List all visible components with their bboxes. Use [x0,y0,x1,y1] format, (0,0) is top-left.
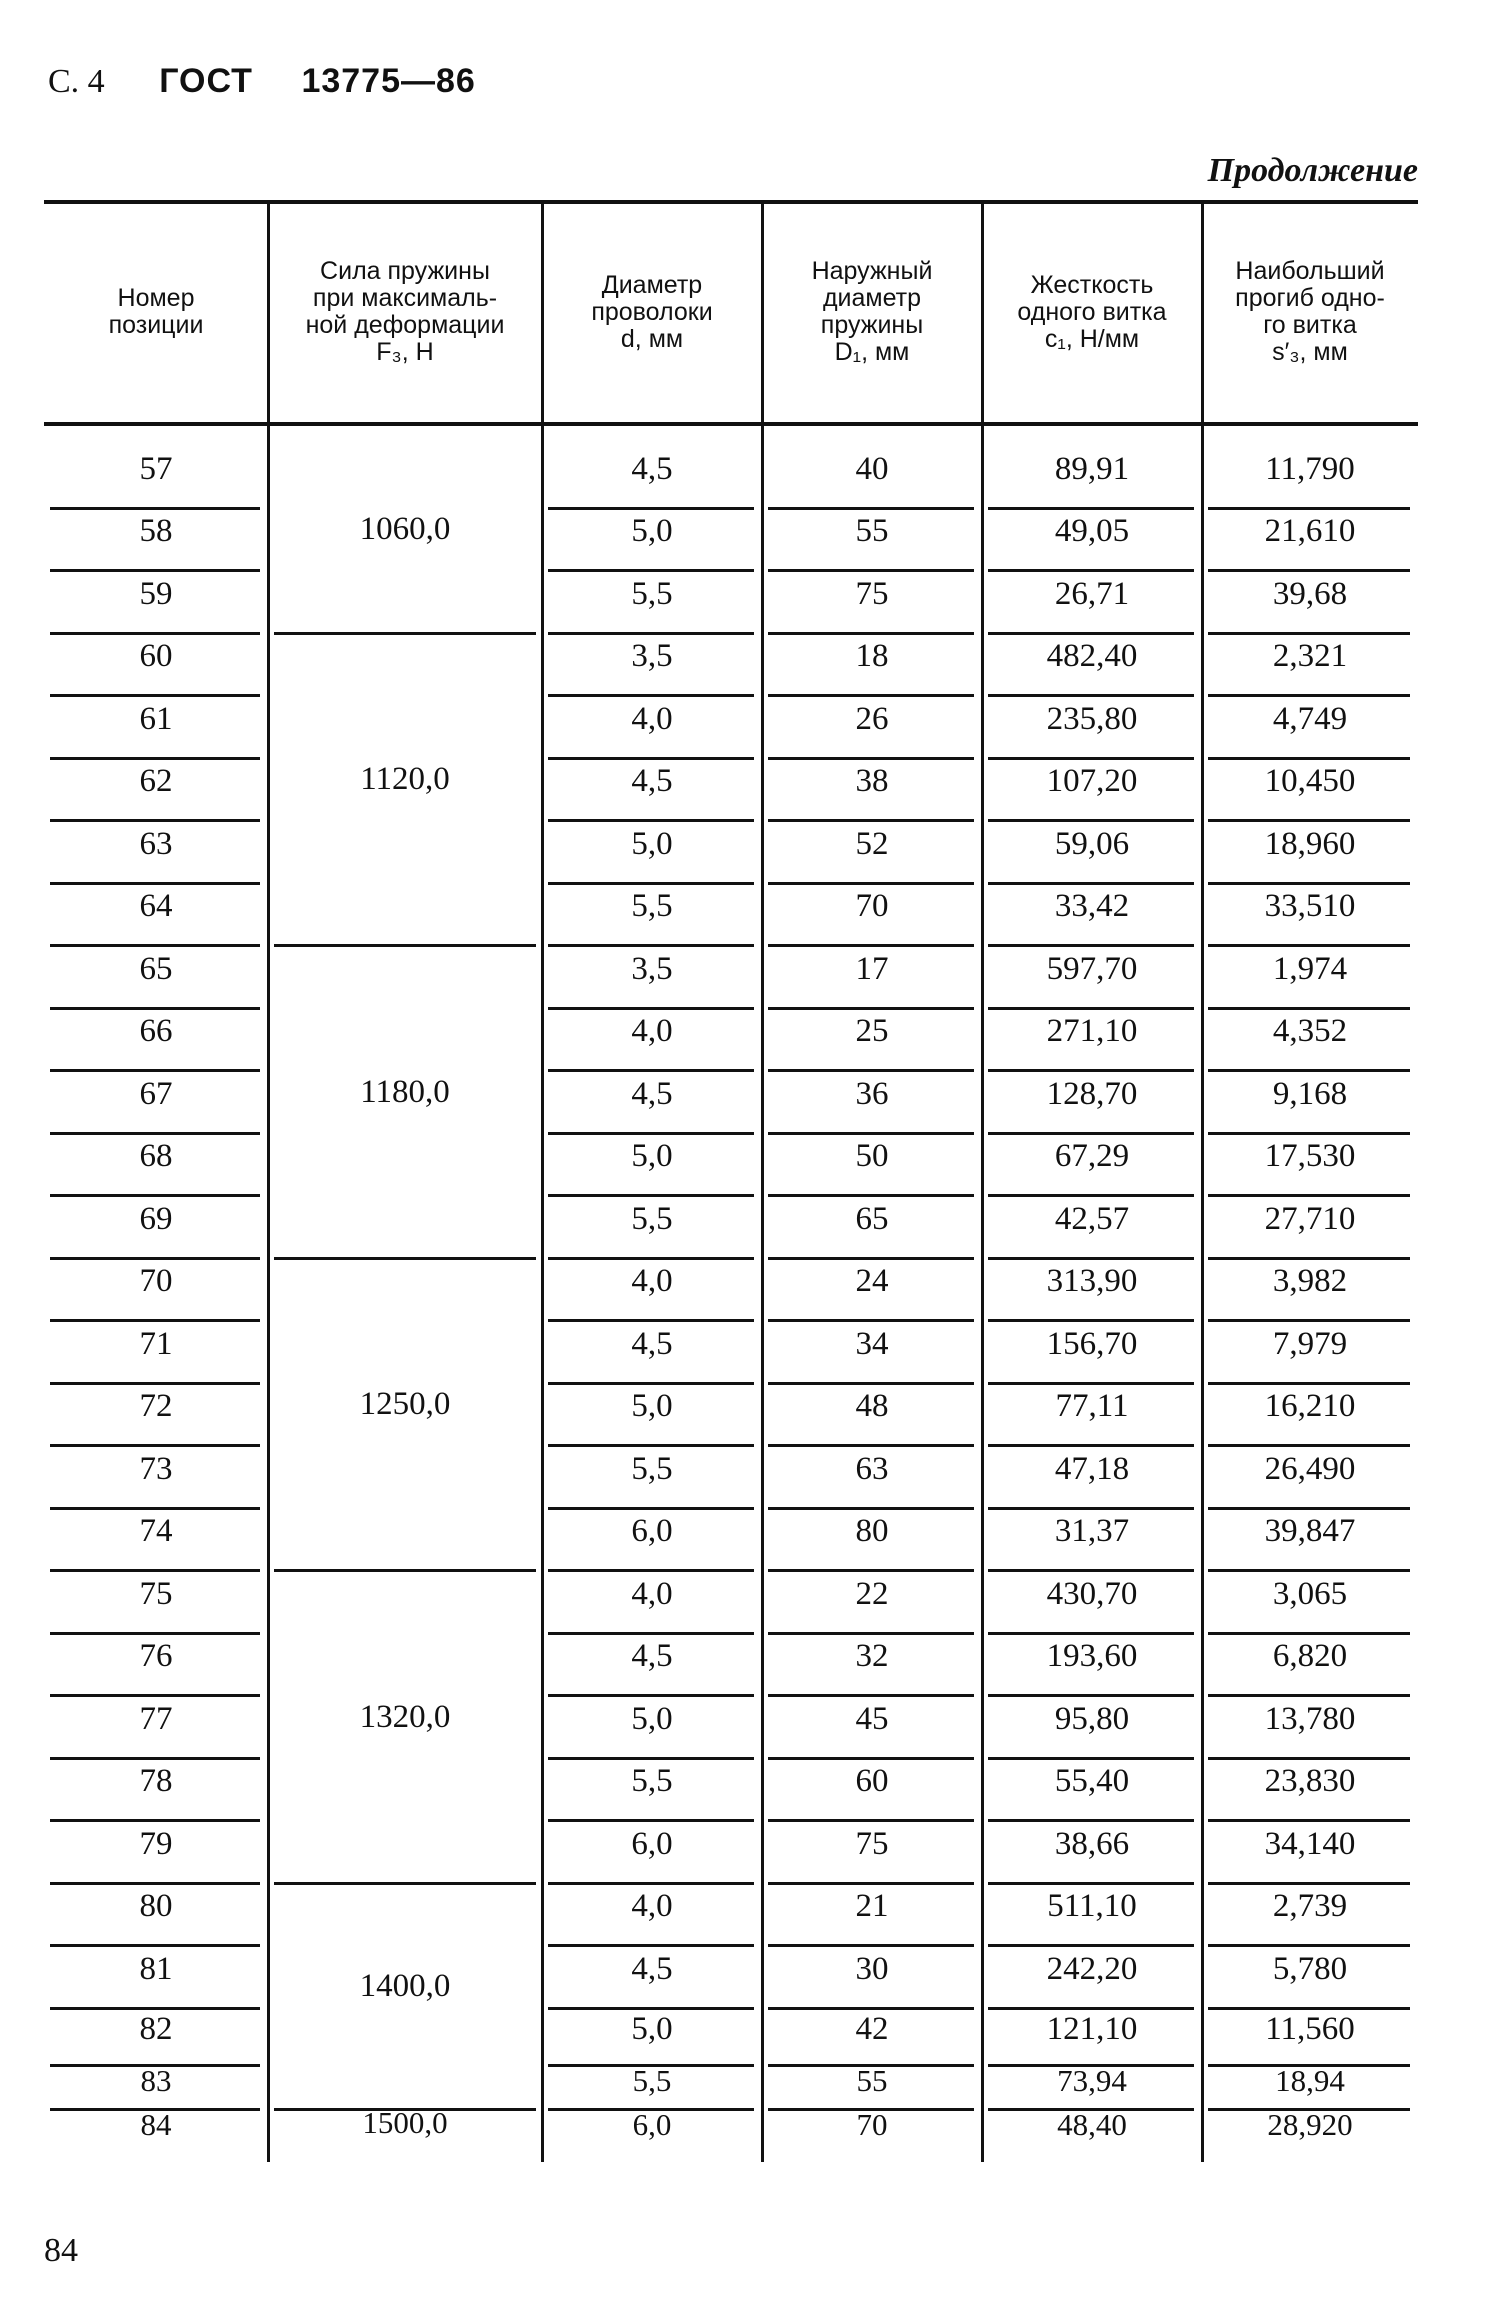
coil-deflection: 18,960 [1264,825,1356,862]
row-rule [50,2007,260,2010]
row-rule [1208,1132,1410,1135]
position-number: 72 [139,1388,173,1425]
position-number: 74 [139,1513,173,1550]
wire-diameter: 5,5 [631,888,673,925]
row-rule [548,1069,754,1072]
column-header: Сила пружины при максималь- ной деформации F₃, Н [305,257,505,366]
row-rule [548,1882,754,1885]
row-rule [988,2007,1194,2010]
outer-diameter: 17 [855,950,889,987]
coil-stiffness: 482,40 [1046,638,1138,675]
row-rule [548,1007,754,1010]
outer-diameter: 75 [855,575,889,612]
row-rule [548,1257,754,1260]
coil-deflection: 39,68 [1272,575,1348,612]
outer-diameter: 32 [855,1638,889,1675]
row-rule [50,1194,260,1197]
coil-stiffness: 511,10 [1047,1888,1137,1925]
coil-deflection: 13,780 [1264,1700,1356,1737]
row-rule [1208,632,1410,635]
row-rule [768,507,974,510]
row-rule [988,1819,1194,1822]
wire-diameter: 3,5 [631,950,673,987]
row-rule [50,569,260,572]
row-rule [768,944,974,947]
row-rule [50,1569,260,1572]
row-rule [768,1069,974,1072]
coil-deflection: 3,982 [1272,1263,1348,1300]
position-number: 70 [139,1263,173,1300]
coil-deflection: 28,920 [1267,2106,1353,2142]
row-rule [50,1819,260,1822]
wire-diameter: 5,5 [631,575,673,612]
position-number: 76 [139,1638,173,1675]
group-rule [274,944,536,947]
row-rule [548,1444,754,1447]
row-rule [1208,882,1410,885]
row-rule [50,632,260,635]
row-rule [988,757,1194,760]
row-rule [1208,1944,1410,1947]
position-number: 62 [139,763,173,800]
wire-diameter: 4,0 [631,1575,673,1612]
standard-name: ГОСТ [159,62,253,100]
coil-deflection: 17,530 [1264,1138,1356,1175]
wire-diameter: 5,5 [631,1763,673,1800]
coil-deflection: 11,790 [1265,450,1355,487]
position-number: 57 [139,450,173,487]
row-rule [768,632,974,635]
coil-deflection: 4,749 [1272,700,1348,737]
row-rule [768,1507,974,1510]
coil-deflection: 6,820 [1272,1638,1348,1675]
row-rule [988,1632,1194,1635]
coil-deflection: 21,610 [1264,513,1356,550]
position-number: 82 [139,2010,173,2047]
row-rule [768,1194,974,1197]
row-rule [50,1944,260,1947]
row-rule [988,1007,1194,1010]
coil-stiffness: 48,40 [1057,2106,1127,2142]
column-header: Наружный диаметр пружины D₁, мм [811,257,933,366]
wire-diameter: 5,5 [631,1450,673,1487]
coil-deflection: 23,830 [1264,1763,1356,1800]
row-rule [548,1132,754,1135]
group-rule [274,632,536,635]
coil-stiffness: 59,06 [1054,825,1130,862]
table-top-rule [44,200,1418,204]
wire-diameter: 5,0 [631,513,673,550]
coil-deflection: 11,560 [1265,2010,1355,2047]
position-number: 83 [140,2062,172,2098]
outer-diameter: 30 [855,1950,889,1987]
wire-diameter: 5,0 [631,2010,673,2047]
row-rule [50,882,260,885]
position-number: 80 [139,1888,173,1925]
row-rule [768,1444,974,1447]
continuation-label: Продолжение [1207,152,1418,189]
row-rule [768,1382,974,1385]
outer-diameter: 55 [855,513,889,550]
coil-stiffness: 597,70 [1046,950,1138,987]
coil-stiffness: 235,80 [1046,700,1138,737]
coil-stiffness: 26,71 [1054,575,1130,612]
row-rule [1208,1819,1410,1822]
row-rule [548,1194,754,1197]
row-rule [548,694,754,697]
row-rule [988,1757,1194,1760]
row-rule [988,632,1194,635]
wire-diameter: 4,0 [631,700,673,737]
standard-number: 13775—86 [301,62,476,100]
column-divider [541,200,544,2162]
position-number: 68 [139,1138,173,1175]
row-rule [988,944,1194,947]
outer-diameter: 63 [855,1450,889,1487]
wire-diameter: 4,5 [631,1075,673,1112]
column-header: Наибольший прогиб одно- го витка s′₃, мм [1235,257,1385,366]
row-rule [768,569,974,572]
row-rule [1208,1069,1410,1072]
row-rule [50,944,260,947]
row-rule [1208,944,1410,947]
outer-diameter: 21 [855,1888,889,1925]
row-rule [1208,1569,1410,1572]
row-rule [988,507,1194,510]
row-rule [50,1694,260,1697]
column-divider [981,200,984,2162]
row-rule [50,1757,260,1760]
coil-stiffness: 156,70 [1046,1325,1138,1362]
wire-diameter: 6,0 [631,1825,673,1862]
row-rule [988,1694,1194,1697]
row-rule [1208,1194,1410,1197]
row-rule [768,1257,974,1260]
row-rule [1208,819,1410,822]
column-header: Диаметр проволоки d, мм [591,270,713,353]
page-header [48,62,476,101]
row-rule [1208,1694,1410,1697]
row-rule [548,757,754,760]
wire-diameter: 4,0 [631,1263,673,1300]
spring-force-group: 1320,0 [359,1698,451,1735]
row-rule [50,1882,260,1885]
row-rule [768,1569,974,1572]
position-number: 71 [139,1325,173,1362]
position-number: 75 [139,1575,173,1612]
row-rule [50,1632,260,1635]
row-rule [1208,1757,1410,1760]
coil-deflection: 2,321 [1272,638,1348,675]
row-rule [1208,1632,1410,1635]
row-rule [548,1569,754,1572]
position-number: 81 [139,1950,173,1987]
row-rule [768,819,974,822]
coil-deflection: 4,352 [1272,1013,1348,1050]
position-number: 58 [139,513,173,550]
coil-deflection: 18,94 [1275,2062,1345,2098]
row-rule [548,1944,754,1947]
row-rule [50,1069,260,1072]
wire-diameter: 4,5 [631,1638,673,1675]
outer-diameter: 45 [855,1700,889,1737]
group-rule [274,1569,536,1572]
row-rule [768,1319,974,1322]
position-number: 78 [139,1763,173,1800]
coil-stiffness: 430,70 [1046,1575,1138,1612]
coil-stiffness: 67,29 [1054,1138,1130,1175]
outer-diameter: 75 [855,1825,889,1862]
position-number: 84 [140,2106,172,2142]
wire-diameter: 3,5 [631,638,673,675]
row-rule [768,1757,974,1760]
coil-deflection: 39,847 [1264,1513,1356,1550]
row-rule [50,1382,260,1385]
row-rule [50,1257,260,1260]
row-rule [548,882,754,885]
coil-deflection: 2,739 [1272,1888,1348,1925]
row-rule [548,819,754,822]
row-rule [1208,1507,1410,1510]
coil-deflection: 9,168 [1272,1075,1348,1112]
position-number: 79 [139,1825,173,1862]
position-number: 69 [139,1200,173,1237]
row-rule [1208,1882,1410,1885]
spring-force-group: 1120,0 [360,761,450,798]
row-rule [768,694,974,697]
coil-stiffness: 73,94 [1057,2062,1127,2098]
outer-diameter: 48 [855,1388,889,1425]
row-rule [768,1132,974,1135]
group-rule [274,1257,536,1260]
row-rule [50,507,260,510]
coil-stiffness: 42,57 [1054,1200,1130,1237]
wire-diameter: 4,5 [631,1325,673,1362]
row-rule [50,757,260,760]
coil-deflection: 27,710 [1264,1200,1356,1237]
wire-diameter: 5,0 [631,825,673,862]
row-rule [1208,1257,1410,1260]
coil-stiffness: 121,10 [1046,2010,1138,2047]
row-rule [548,1382,754,1385]
outer-diameter: 22 [855,1575,889,1612]
spring-force-group: 1400,0 [359,1968,451,2005]
position-number: 64 [139,888,173,925]
row-rule [548,944,754,947]
column-divider [1201,200,1204,2162]
row-rule [988,1444,1194,1447]
row-rule [988,1382,1194,1385]
row-rule [1208,1382,1410,1385]
row-rule [50,819,260,822]
row-rule [988,1944,1194,1947]
spring-force-group: 1180,0 [360,1073,450,1110]
row-rule [50,694,260,697]
wire-diameter: 5,0 [631,1388,673,1425]
outer-diameter: 50 [855,1138,889,1175]
coil-deflection: 26,490 [1264,1450,1356,1487]
position-number: 77 [139,1700,173,1737]
row-rule [768,1694,974,1697]
wire-diameter: 4,0 [631,1013,673,1050]
coil-stiffness: 271,10 [1046,1013,1138,1050]
row-rule [1208,1007,1410,1010]
coil-stiffness: 128,70 [1046,1075,1138,1112]
row-rule [1208,757,1410,760]
row-rule [988,1257,1194,1260]
row-rule [988,882,1194,885]
row-rule [768,1007,974,1010]
position-number: 60 [139,638,173,675]
row-rule [548,569,754,572]
row-rule [768,1944,974,1947]
row-rule [988,569,1194,572]
row-rule [1208,2007,1410,2010]
page-number: 84 [44,2232,78,2269]
outer-diameter: 42 [855,2010,889,2047]
row-rule [548,507,754,510]
wire-diameter: 4,5 [631,450,673,487]
row-rule [768,1882,974,1885]
coil-deflection: 5,780 [1272,1950,1348,1987]
position-number: 65 [139,950,173,987]
position-number: 61 [139,700,173,737]
coil-stiffness: 49,05 [1054,513,1130,550]
outer-diameter: 52 [855,825,889,862]
coil-deflection: 3,065 [1272,1575,1348,1612]
coil-stiffness: 95,80 [1054,1700,1130,1737]
position-number: 73 [139,1450,173,1487]
coil-stiffness: 55,40 [1054,1763,1130,1800]
position-number: 63 [139,825,173,862]
table-header-rule [44,422,1418,426]
coil-stiffness: 107,20 [1046,763,1138,800]
row-rule [988,1132,1194,1135]
coil-stiffness: 31,37 [1054,1513,1130,1550]
row-rule [548,1319,754,1322]
wire-diameter: 5,5 [631,1200,673,1237]
row-rule [50,1007,260,1010]
outer-diameter: 38 [855,763,889,800]
row-rule [548,632,754,635]
outer-diameter: 26 [855,700,889,737]
outer-diameter: 80 [855,1513,889,1550]
wire-diameter: 4,5 [631,763,673,800]
row-rule [768,2007,974,2010]
coil-stiffness: 38,66 [1054,1825,1130,1862]
outer-diameter: 70 [855,888,889,925]
column-header: Номер позиции [108,284,204,339]
coil-deflection: 1,974 [1272,950,1348,987]
row-rule [50,1444,260,1447]
row-rule [50,1507,260,1510]
spring-force-group: 1060,0 [359,511,451,548]
column-divider [267,200,270,2162]
column-header: Жесткость одного витка c₁, Н/мм [1017,270,1167,353]
outer-diameter: 40 [855,450,889,487]
outer-diameter: 25 [855,1013,889,1050]
outer-diameter: 55 [856,2062,888,2098]
wire-diameter: 5,0 [631,1138,673,1175]
row-rule [768,882,974,885]
row-rule [988,819,1194,822]
row-rule [768,757,974,760]
coil-stiffness: 313,90 [1046,1263,1138,1300]
coil-stiffness: 89,91 [1054,450,1130,487]
outer-diameter: 36 [855,1075,889,1112]
wire-diameter: 4,5 [631,1950,673,1987]
row-rule [988,1319,1194,1322]
position-number: 66 [139,1013,173,1050]
position-number: 59 [139,575,173,612]
outer-diameter: 70 [856,2106,888,2142]
outer-diameter: 60 [855,1763,889,1800]
page-label: С. 4 [48,63,105,100]
row-rule [988,1569,1194,1572]
row-rule [988,1194,1194,1197]
row-rule [768,1819,974,1822]
wire-diameter: 6,0 [632,2106,672,2142]
coil-stiffness: 33,42 [1054,888,1130,925]
wire-diameter: 6,0 [631,1513,673,1550]
coil-stiffness: 77,11 [1055,1388,1129,1425]
coil-deflection: 16,210 [1264,1388,1356,1425]
coil-stiffness: 242,20 [1046,1950,1138,1987]
group-rule [274,1882,536,1885]
position-number: 67 [139,1075,173,1112]
row-rule [50,1132,260,1135]
spring-force-group: 1500,0 [362,2104,448,2140]
wire-diameter: 5,0 [631,1700,673,1737]
coil-deflection: 34,140 [1264,1825,1356,1862]
row-rule [548,1694,754,1697]
row-rule [988,694,1194,697]
row-rule [1208,1444,1410,1447]
coil-stiffness: 47,18 [1054,1450,1130,1487]
column-divider [761,200,764,2162]
row-rule [1208,694,1410,697]
wire-diameter: 5,5 [632,2062,672,2098]
row-rule [988,1507,1194,1510]
outer-diameter: 65 [855,1200,889,1237]
coil-deflection: 7,979 [1272,1325,1348,1362]
outer-diameter: 24 [855,1263,889,1300]
row-rule [1208,507,1410,510]
coil-stiffness: 193,60 [1046,1638,1138,1675]
outer-diameter: 34 [855,1325,889,1362]
row-rule [768,1632,974,1635]
row-rule [50,1319,260,1322]
spring-force-group: 1250,0 [359,1386,451,1423]
row-rule [548,1632,754,1635]
coil-deflection: 10,450 [1264,763,1356,800]
row-rule [1208,569,1410,572]
coil-deflection: 33,510 [1264,888,1356,925]
row-rule [548,1819,754,1822]
row-rule [988,1069,1194,1072]
row-rule [548,2007,754,2010]
outer-diameter: 18 [855,638,889,675]
row-rule [548,1757,754,1760]
row-rule [1208,1319,1410,1322]
row-rule [548,1507,754,1510]
wire-diameter: 4,0 [631,1888,673,1925]
row-rule [988,1882,1194,1885]
